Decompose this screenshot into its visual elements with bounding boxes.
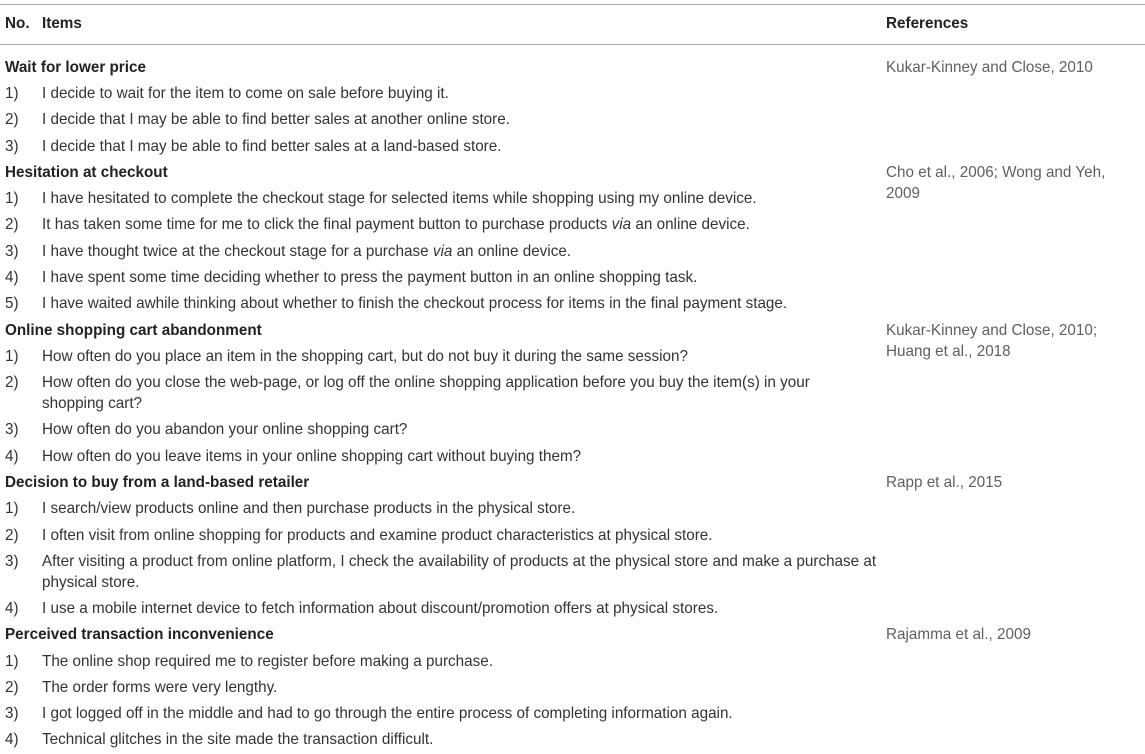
item-text: How often do you leave items in your online shopping cart without buying them? [42,447,582,465]
item-row [0,238,1145,264]
item-number: 2) [5,678,19,696]
reference-line: Cho et al., 2006; Wong and Yeh, [886,163,1106,181]
item-text [42,551,886,593]
item-row [0,674,1145,700]
survey-items-table [0,4,1145,753]
item-text: I have waited awhile thinking about whether to finish the checkout process for items in the final payment stage. [42,295,788,313]
section-title: Perceived transaction inconvenience [5,626,274,644]
section-reference [886,162,1140,204]
table-header-row [0,4,1145,45]
item-text-line: How often do you close the web-page, or log off the online shopping application before you buy the item(s) in your [42,374,810,392]
section-online-shopping-cart-abandonment [0,317,1145,469]
item-text: I decide that I may be able to find better sales at a land-based store. [42,137,502,155]
item-text [42,241,886,262]
item-number: 3) [5,421,19,439]
item-text [42,372,886,414]
header-references: References [886,14,969,32]
item-text-end: an online device. [456,242,572,260]
item-number: 4) [5,447,19,465]
item-row [0,595,1145,621]
reference-line: Rajamma et al., 2009 [886,626,1031,644]
item-text-emphasis: via [611,216,632,234]
item-number: 4) [5,731,19,749]
item-text: I often visit from online shopping for products and examine product characteristics at physical store. [42,526,713,544]
item-row [0,496,1145,522]
section-reference [886,320,1140,362]
item-row [0,417,1145,443]
item-row [0,291,1145,317]
item-row [0,548,1145,595]
item-row [0,648,1145,674]
item-row [0,522,1145,548]
item-text: I have spent some time deciding whether to press the payment button in an online shopping task. [42,268,698,286]
item-text: How often do you place an item in the shopping cart, but do not buy it during the same session? [42,347,688,365]
reference-line: Kukar-Kinney and Close, 2010 [886,58,1093,76]
reference-line: 2009 [886,184,920,202]
section-perceived-transaction-inconvenience [0,622,1145,753]
item-number: 2) [5,216,19,234]
item-number: 5) [5,295,19,313]
item-row [0,107,1145,133]
section-title: Online shopping cart abandonment [5,321,262,339]
item-row [0,443,1145,469]
item-number: 1) [5,652,19,670]
item-number: 1) [5,500,19,518]
section-title: Decision to buy from a land-based retailer [5,473,310,491]
item-number: 2) [5,374,19,392]
section-reference [886,57,1140,78]
section-hesitation-at-checkout [0,159,1145,317]
item-number: 1) [5,85,19,103]
item-number: 3) [5,137,19,155]
item-text: The online shop required me to register before making a purchase. [42,652,493,670]
item-text-emphasis: via [432,242,453,260]
item-number: 3) [5,552,19,570]
header-no: No. [5,14,30,32]
section-reference [886,472,1140,493]
section-decision-to-buy-from-land-based-retailer [0,469,1145,621]
item-text: I decide that I may be able to find better sales at another online store. [42,111,510,129]
item-text-line: shopping cart? [42,395,143,413]
reference-line: Huang et al., 2018 [886,342,1011,360]
item-number: 2) [5,111,19,129]
table-body [0,45,1145,754]
item-text: The order forms were very lengthy. [42,678,278,696]
item-text-start: It has taken some time for me to click the final payment button to purchase products [42,216,608,234]
item-number: 1) [5,190,19,208]
item-number: 4) [5,600,19,618]
item-row [0,80,1145,106]
header-items: Items [42,14,82,32]
item-text: I search/view products online and then purchase products in the physical store. [42,500,576,518]
item-row [0,133,1145,159]
item-number: 2) [5,526,19,544]
section-wait-for-lower-price [0,54,1145,159]
item-text: I use a mobile internet device to fetch information about discount/promotion offers at physical stores. [42,600,719,618]
item-number: 3) [5,705,19,723]
item-row [0,701,1145,727]
item-text: How often do you abandon your online shopping cart? [42,421,408,439]
item-row [0,264,1145,290]
item-text: Technical glitches in the site made the transaction difficult. [42,731,434,749]
reference-line: Rapp et al., 2015 [886,473,1003,491]
item-text-end: an online device. [635,216,750,234]
item-number: 4) [5,268,19,286]
item-text-line: After visiting a product from online platform, I check the availability of products at the physical store and make a purchase at [42,552,877,570]
item-row [0,369,1145,416]
item-text [42,214,886,235]
reference-line: Kukar-Kinney and Close, 2010; [886,321,1098,339]
item-number: 1) [5,347,19,365]
section-title: Hesitation at checkout [5,163,168,181]
item-text: I got logged off in the middle and had to go through the entire process of completing information again. [42,705,733,723]
item-text-line: physical store. [42,573,140,591]
item-text: I have hesitated to complete the checkout stage for selected items while shopping using my online device. [42,190,757,208]
item-row [0,212,1145,238]
item-text: I decide to wait for the item to come on sale before buying it. [42,85,449,103]
section-title: Wait for lower price [5,58,146,76]
item-row [0,727,1145,753]
section-reference [886,624,1140,645]
item-number: 3) [5,242,19,260]
item-text-start: I have thought twice at the checkout stage for a purchase [42,242,429,260]
